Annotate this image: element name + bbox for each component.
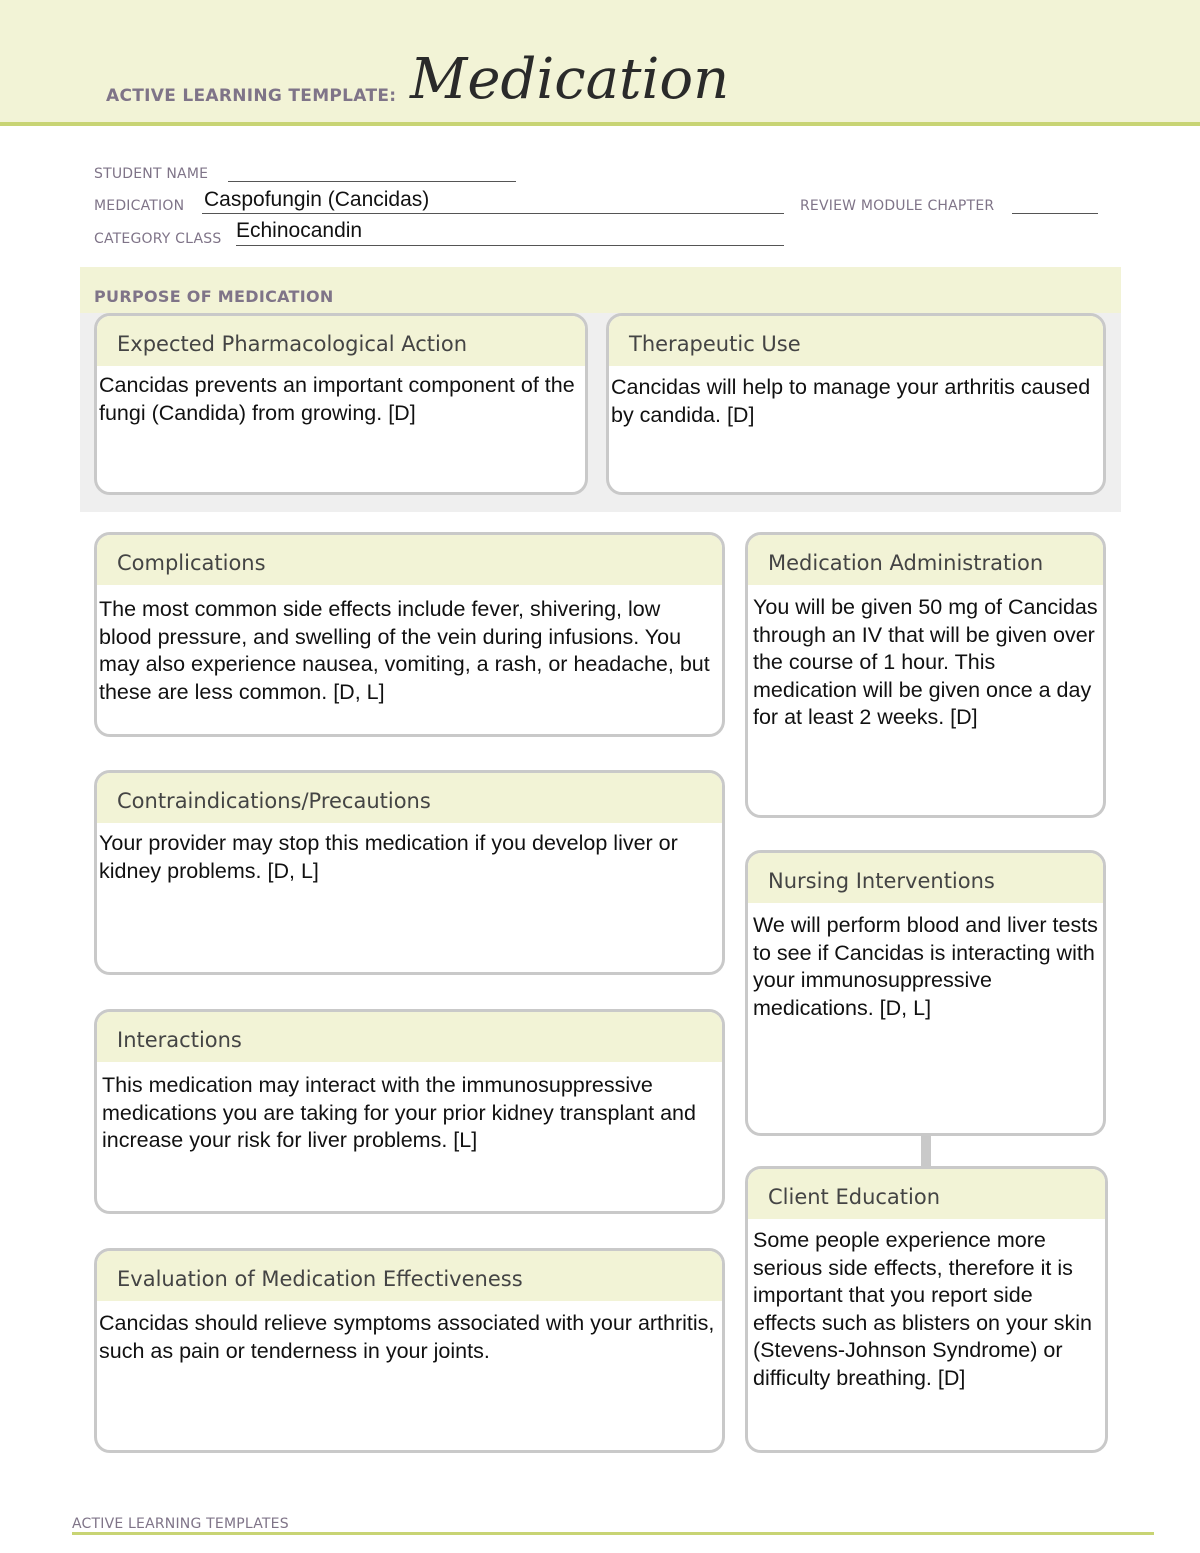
category-class-line <box>236 245 784 246</box>
complications-text[interactable]: The most common side effects include fever, shivering, low blood pressure, and swelling of the vein during infusions. You may also experience nausea, vomiting, a rash, or headache, but these are less common. [D, L] <box>99 597 710 704</box>
administration-heading: Medication Administration <box>748 535 1103 585</box>
student-name-label: STUDENT NAME <box>94 166 209 182</box>
header-rule <box>0 122 1200 126</box>
evaluation-heading: Evaluation of Medication Effectiveness <box>97 1251 722 1301</box>
complications-box <box>94 532 725 737</box>
medication-field[interactable]: Caspofungin (Cancidas) <box>204 188 430 211</box>
student-name-line <box>228 181 516 182</box>
category-class-label: CATEGORY CLASS <box>94 231 222 247</box>
interactions-text[interactable]: This medication may interact with the immunosuppressive medications you are taking for your prior kidney transplant and increase your risk for liver problems. [L] <box>102 1073 696 1152</box>
expected-action-text[interactable]: Cancidas prevents an important component of the fungi (Candida) from growing. [D] <box>99 373 575 425</box>
evaluation-box <box>94 1248 725 1453</box>
header-label: ACTIVE LEARNING TEMPLATE: <box>106 86 397 106</box>
nursing-interventions-text[interactable]: We will perform blood and liver tests to see if Cancidas is interacting with your immunosuppressive medications. [D, L] <box>753 913 1098 1020</box>
footer-rule <box>72 1532 1154 1535</box>
therapeutic-use-box <box>606 313 1106 495</box>
nursing-interventions-heading: Nursing Interventions <box>748 853 1103 903</box>
medication-line <box>202 213 784 214</box>
contraindications-box <box>94 770 725 975</box>
client-education-box <box>745 1166 1108 1453</box>
therapeutic-use-text[interactable]: Cancidas will help to manage your arthritis caused by candida. [D] <box>611 375 1091 427</box>
expected-action-box <box>94 313 588 495</box>
client-education-heading: Client Education <box>748 1169 1105 1219</box>
administration-box <box>745 532 1106 818</box>
therapeutic-use-heading: Therapeutic Use <box>609 316 1103 366</box>
expected-action-heading: Expected Pharmacological Action <box>97 316 585 366</box>
contraindications-text[interactable]: Your provider may stop this medication if you develop liver or kidney problems. [D, L] <box>99 831 678 883</box>
administration-text[interactable]: You will be given 50 mg of Cancidas through an IV that will be given over the course of 1 hour. This medication will be given once a day for at least 2 weeks. [D] <box>753 595 1098 729</box>
client-education-text[interactable]: Some people experience more serious side effects, therefore it is important that you report side effects such as blisters on your skin (Stevens-Johnson Syndrome) or difficulty breathing. [D] <box>753 1228 1092 1390</box>
purpose-title: PURPOSE OF MEDICATION <box>94 287 334 306</box>
medication-label: MEDICATION <box>94 198 185 214</box>
connector-bar <box>921 1133 931 1167</box>
review-module-label: REVIEW MODULE CHAPTER <box>800 198 995 214</box>
review-module-line <box>1012 213 1098 214</box>
category-class-field[interactable]: Echinocandin <box>236 219 363 242</box>
nursing-interventions-box <box>745 850 1106 1136</box>
contraindications-heading: Contraindications/Precautions <box>97 773 722 823</box>
footer-label: ACTIVE LEARNING TEMPLATES <box>72 1516 289 1532</box>
evaluation-text[interactable]: Cancidas should relieve symptoms associated with your arthritis, such as pain or tenderness in your joints. <box>99 1311 715 1363</box>
interactions-box <box>94 1009 725 1214</box>
page-title: Medication <box>410 47 730 112</box>
interactions-heading: Interactions <box>97 1012 722 1062</box>
complications-heading: Complications <box>97 535 722 585</box>
